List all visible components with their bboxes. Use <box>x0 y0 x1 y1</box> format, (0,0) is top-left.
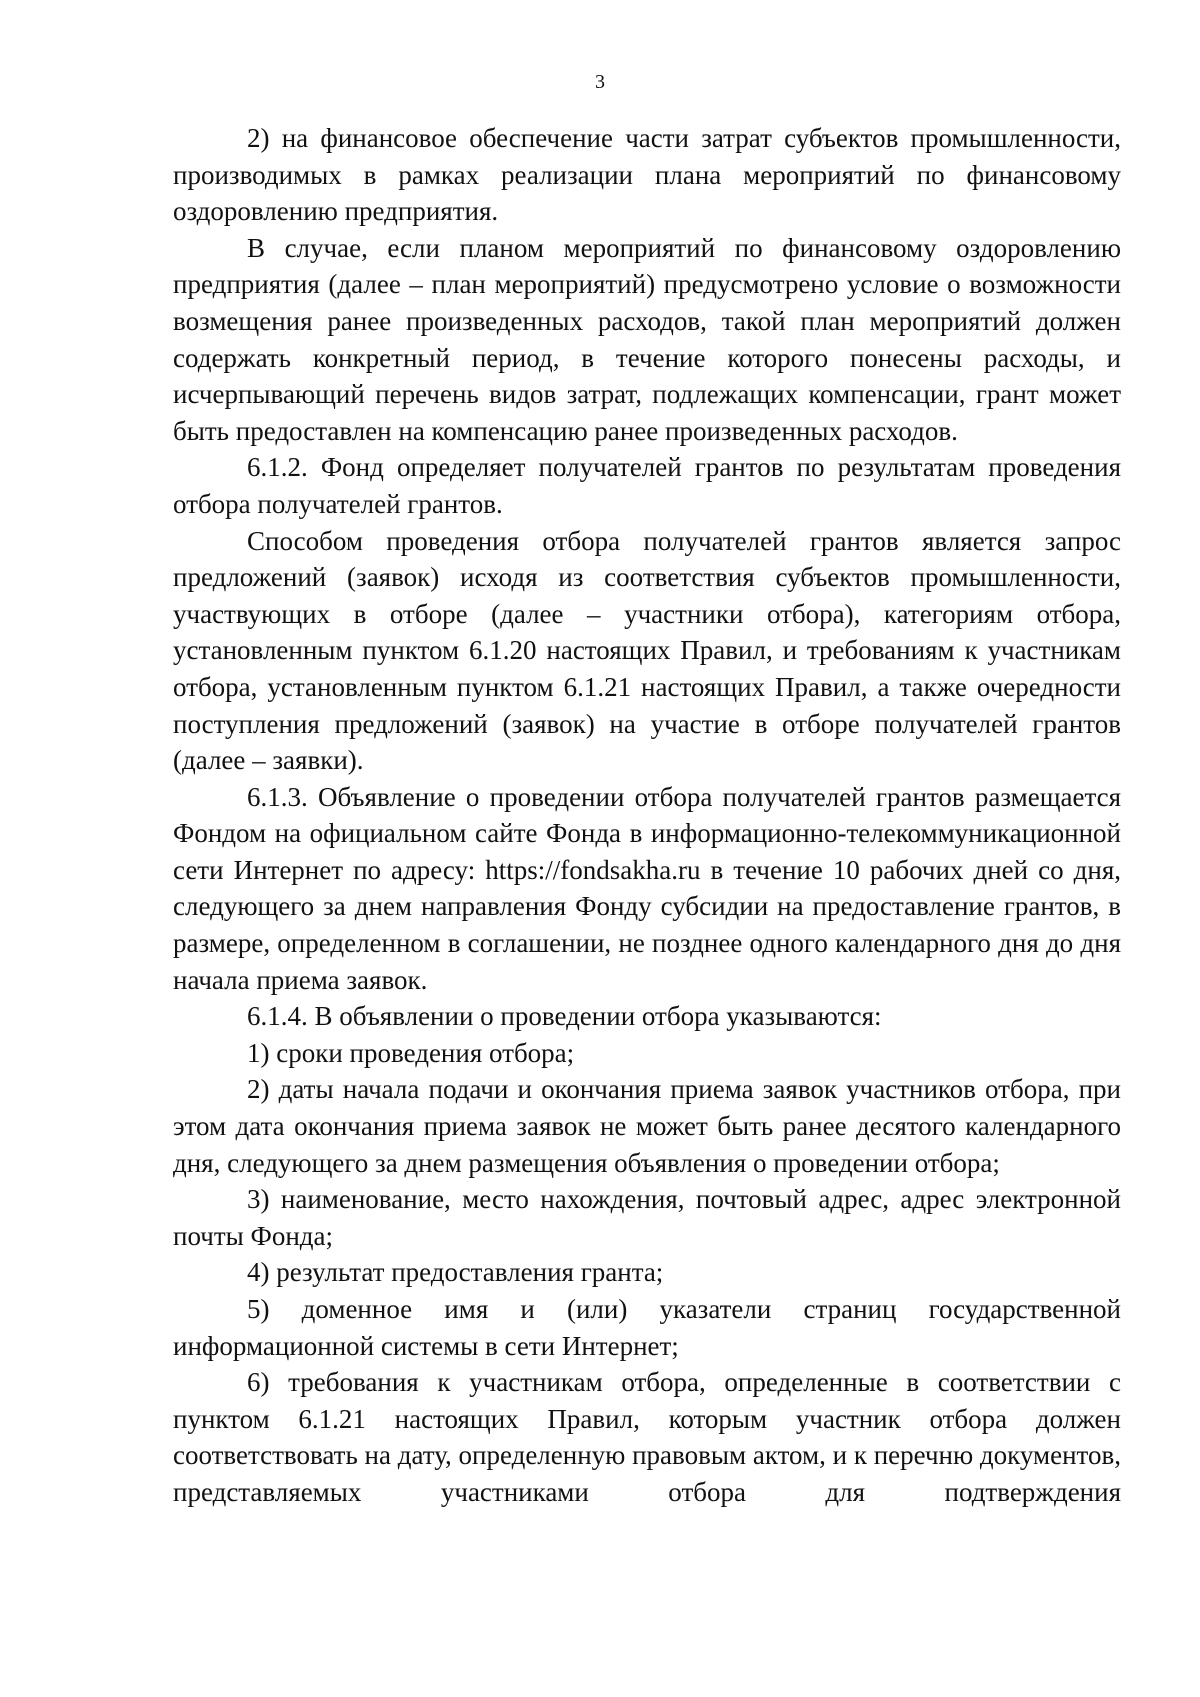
page-number: 3 <box>595 71 605 93</box>
paragraph-compensation-case: В случае, если планом мероприятий по финансовому оздоровлению предприятия (далее – план мероприятий) предусмотрено условие о возможности возмещения ранее произведенных расходов, такой план мероприятий должен содержать конкретный период, в течение которого понесены расходы, и исчерпывающий перечень видов затрат, подлежащих компенсации, грант может быть предоставлен на компенсацию ранее произведенных расходов. <box>173 232 1121 446</box>
paragraph-item-2-financing: 2) на финансовое обеспечение части затрат субъектов промышленности, производимых в рамках реализации плана мероприятий по финансовому оздоровлению предприятия. <box>173 123 1121 227</box>
list-item-5-domain-name: 5) доменное имя и (или) указатели страниц государственной информационной системы в сети Интернет; <box>173 1294 1121 1361</box>
paragraph-selection-method: Способом проведения отбора получателей грантов является запрос предложений (заявок) исходя из соответствия субъектов промышленности, участвующих в отборе (далее – участники отбора), категориям отбора, установленным пунктом 6.1.20 настоящих Правил, и требованиям к участникам отбора, установленным пунктом 6.1.21 настоящих Правил, а также очередности поступления предложений (заявок) на участие в отборе получателей грантов (далее – заявки). <box>173 525 1121 776</box>
list-item-1-deadlines: 1) сроки проведения отбора; <box>247 1037 575 1068</box>
list-item-6-requirements: 6) требования к участникам отбора, определенные в соответствии с пунктом 6.1.21 настоящих Правил, которым участник отбора должен соответствовать на дату, определенную правовым актом, и к перечню документов, представляемых участниками отбора для подтверждения <box>173 1367 1121 1507</box>
list-item-2-dates: 2) даты начала подачи и окончания приема заявок участников отбора, при этом дата окончания приема заявок не может быть ранее десятого календарного дня, следующего за днем размещения объявления о проведении отбора; <box>173 1074 1121 1178</box>
list-item-3-fund-details: 3) наименование, место нахождения, почтовый адрес, адрес электронной почты Фонда; <box>173 1184 1121 1251</box>
paragraph-6-1-3: 6.1.3. Объявление о проведении отбора получателей грантов размещается Фондом на официальном сайте Фонда в информационно-телекоммуникационной сети Интернет по адресу: https://fondsakha.ru в течение 10 рабочих дней со дня, следующего за днем направления Фонду субсидии на предоставление грантов, в размере, определенном в соглашении, не позднее одного календарного дня до дня начала приема заявок. <box>173 781 1121 995</box>
document-body <box>173 120 1121 1511</box>
list-item-4-grant-result: 4) результат предоставления гранта; <box>247 1257 664 1288</box>
paragraph-6-1-2: 6.1.2. Фонд определяет получателей грантов по результатам проведения отбора получателей грантов. <box>173 452 1121 519</box>
paragraph-6-1-4: 6.1.4. В объявлении о проведении отбора указываются: <box>247 1001 882 1032</box>
